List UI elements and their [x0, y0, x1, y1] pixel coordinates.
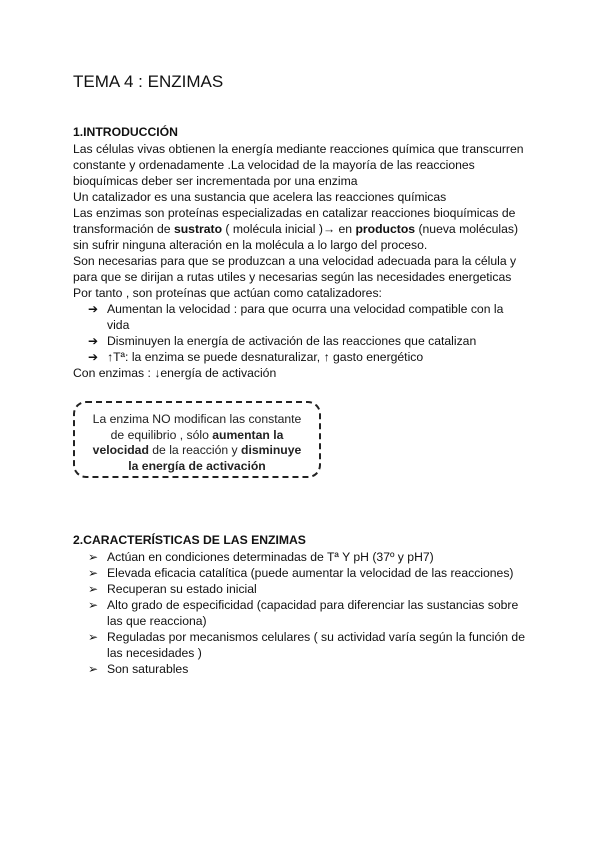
- list-item-text: las necesidades ): [107, 646, 202, 660]
- list-item: [88, 661, 548, 677]
- list-item-text: Reguladas por mecanismos celulares ( su actividad varía según la función de: [107, 630, 525, 644]
- paragraph-line: para que se dirijan a rutas utiles y necesarias según las necesidades energeticas: [73, 270, 512, 284]
- list-item-text: Actúan en condiciones determinadas de Tª Y pH (37º y pH7): [107, 550, 434, 564]
- list-item: [88, 333, 528, 349]
- text-fragment-bold: aumentan la: [212, 427, 284, 442]
- term-productos: productos: [355, 222, 416, 236]
- paragraph-line: Por tanto , son proteínas que actúan como catalizadores:: [73, 286, 382, 300]
- paragraph-line: Las enzimas son proteínas especializadas en catalizar reacciones bioquímicas de: [73, 206, 516, 220]
- text-fragment: transformación de: [73, 222, 174, 236]
- text-fragment: de la reacción y: [148, 443, 242, 457]
- arrowhead-bullet-icon: ➢: [88, 662, 99, 676]
- paragraph-line: Un catalizador es una sustancia que acelera las reacciones químicas: [73, 190, 447, 204]
- callout-line: [75, 443, 319, 459]
- section-heading-introduccion: 1.INTRODUCCIÓN: [73, 125, 178, 139]
- list-item: [88, 629, 548, 661]
- paragraph-line: Con enzimas : ↓energía de activación: [73, 366, 277, 380]
- arrowhead-bullet-icon: ➢: [88, 550, 99, 564]
- paragraph-line: Las células vivas obtienen la energía mediante reacciones química que transcurren: [73, 142, 524, 156]
- section-heading-caracteristicas: 2.CARACTERÍSTICAS DE LAS ENZIMAS: [73, 533, 306, 547]
- term-sustrato: sustrato: [173, 222, 223, 236]
- text-fragment: de equilibrio , sólo: [110, 427, 213, 442]
- callout-line: la energía de activación: [128, 458, 266, 473]
- list-item-text: Alto grado de especificidad (capacidad para diferenciar las sustancias sobre: [107, 598, 519, 612]
- arrowhead-bullet-icon: ➢: [88, 630, 99, 644]
- page-title: TEMA 4 : ENZIMAS: [73, 72, 224, 91]
- text-fragment-bold: velocidad: [92, 443, 149, 457]
- arrowhead-bullet-icon: ➢: [88, 598, 99, 612]
- arrow-icon: ➔: [88, 334, 99, 348]
- list-item-text: ↑Tª: la enzima se puede desnaturalizar, ↑ gasto energético: [107, 350, 424, 364]
- arrow-icon: ➔: [88, 350, 99, 364]
- paragraph-line: constante y ordenadamente .La velocidad de la mayoría de las reacciones: [73, 158, 475, 172]
- list-item-text: Recuperan su estado inicial: [107, 582, 257, 596]
- arrowhead-bullet-icon: ➢: [88, 582, 99, 596]
- list-item: [88, 565, 548, 581]
- paragraph-line: Son necesarias para que se produzcan a una velocidad adecuada para la célula y: [73, 254, 517, 268]
- callout-line: [75, 428, 319, 444]
- list-item-text: Elevada eficacia catalítica (puede aumentar la velocidad de las reacciones): [107, 566, 514, 580]
- text-fragment-bold: disminuye: [241, 443, 302, 457]
- paragraph-line: sin sufrir ninguna alteración en la molécula a lo largo del proceso.: [73, 238, 428, 252]
- list-item-text: las que reacciona): [107, 614, 207, 628]
- list-item: [88, 581, 548, 597]
- arrowhead-bullet-icon: ➢: [88, 566, 99, 580]
- list-item-text: Aumentan la velocidad : para que ocurra una velocidad compatible con la: [107, 302, 504, 316]
- list-item: [88, 301, 528, 333]
- callout-box: [73, 401, 321, 478]
- list-item: [88, 549, 548, 565]
- list-item-text: vida: [107, 318, 130, 332]
- paragraph-line: bioquímicas deber ser incrementada por una enzima: [73, 174, 358, 188]
- list-item-text: Son saturables: [107, 662, 189, 676]
- list-item: [88, 349, 528, 365]
- text-fragment: (nueva moléculas): [415, 222, 519, 236]
- arrow-icon: ➔: [88, 302, 99, 316]
- list-item: [88, 597, 548, 629]
- text-fragment: ( molécula inicial )→ en: [222, 222, 356, 236]
- callout-line: La enzima NO modifican las constante: [92, 412, 302, 426]
- list-item-text: Disminuyen la energía de activación de las reacciones que catalizan: [107, 334, 477, 348]
- paragraph-line-sustrato: [73, 221, 518, 237]
